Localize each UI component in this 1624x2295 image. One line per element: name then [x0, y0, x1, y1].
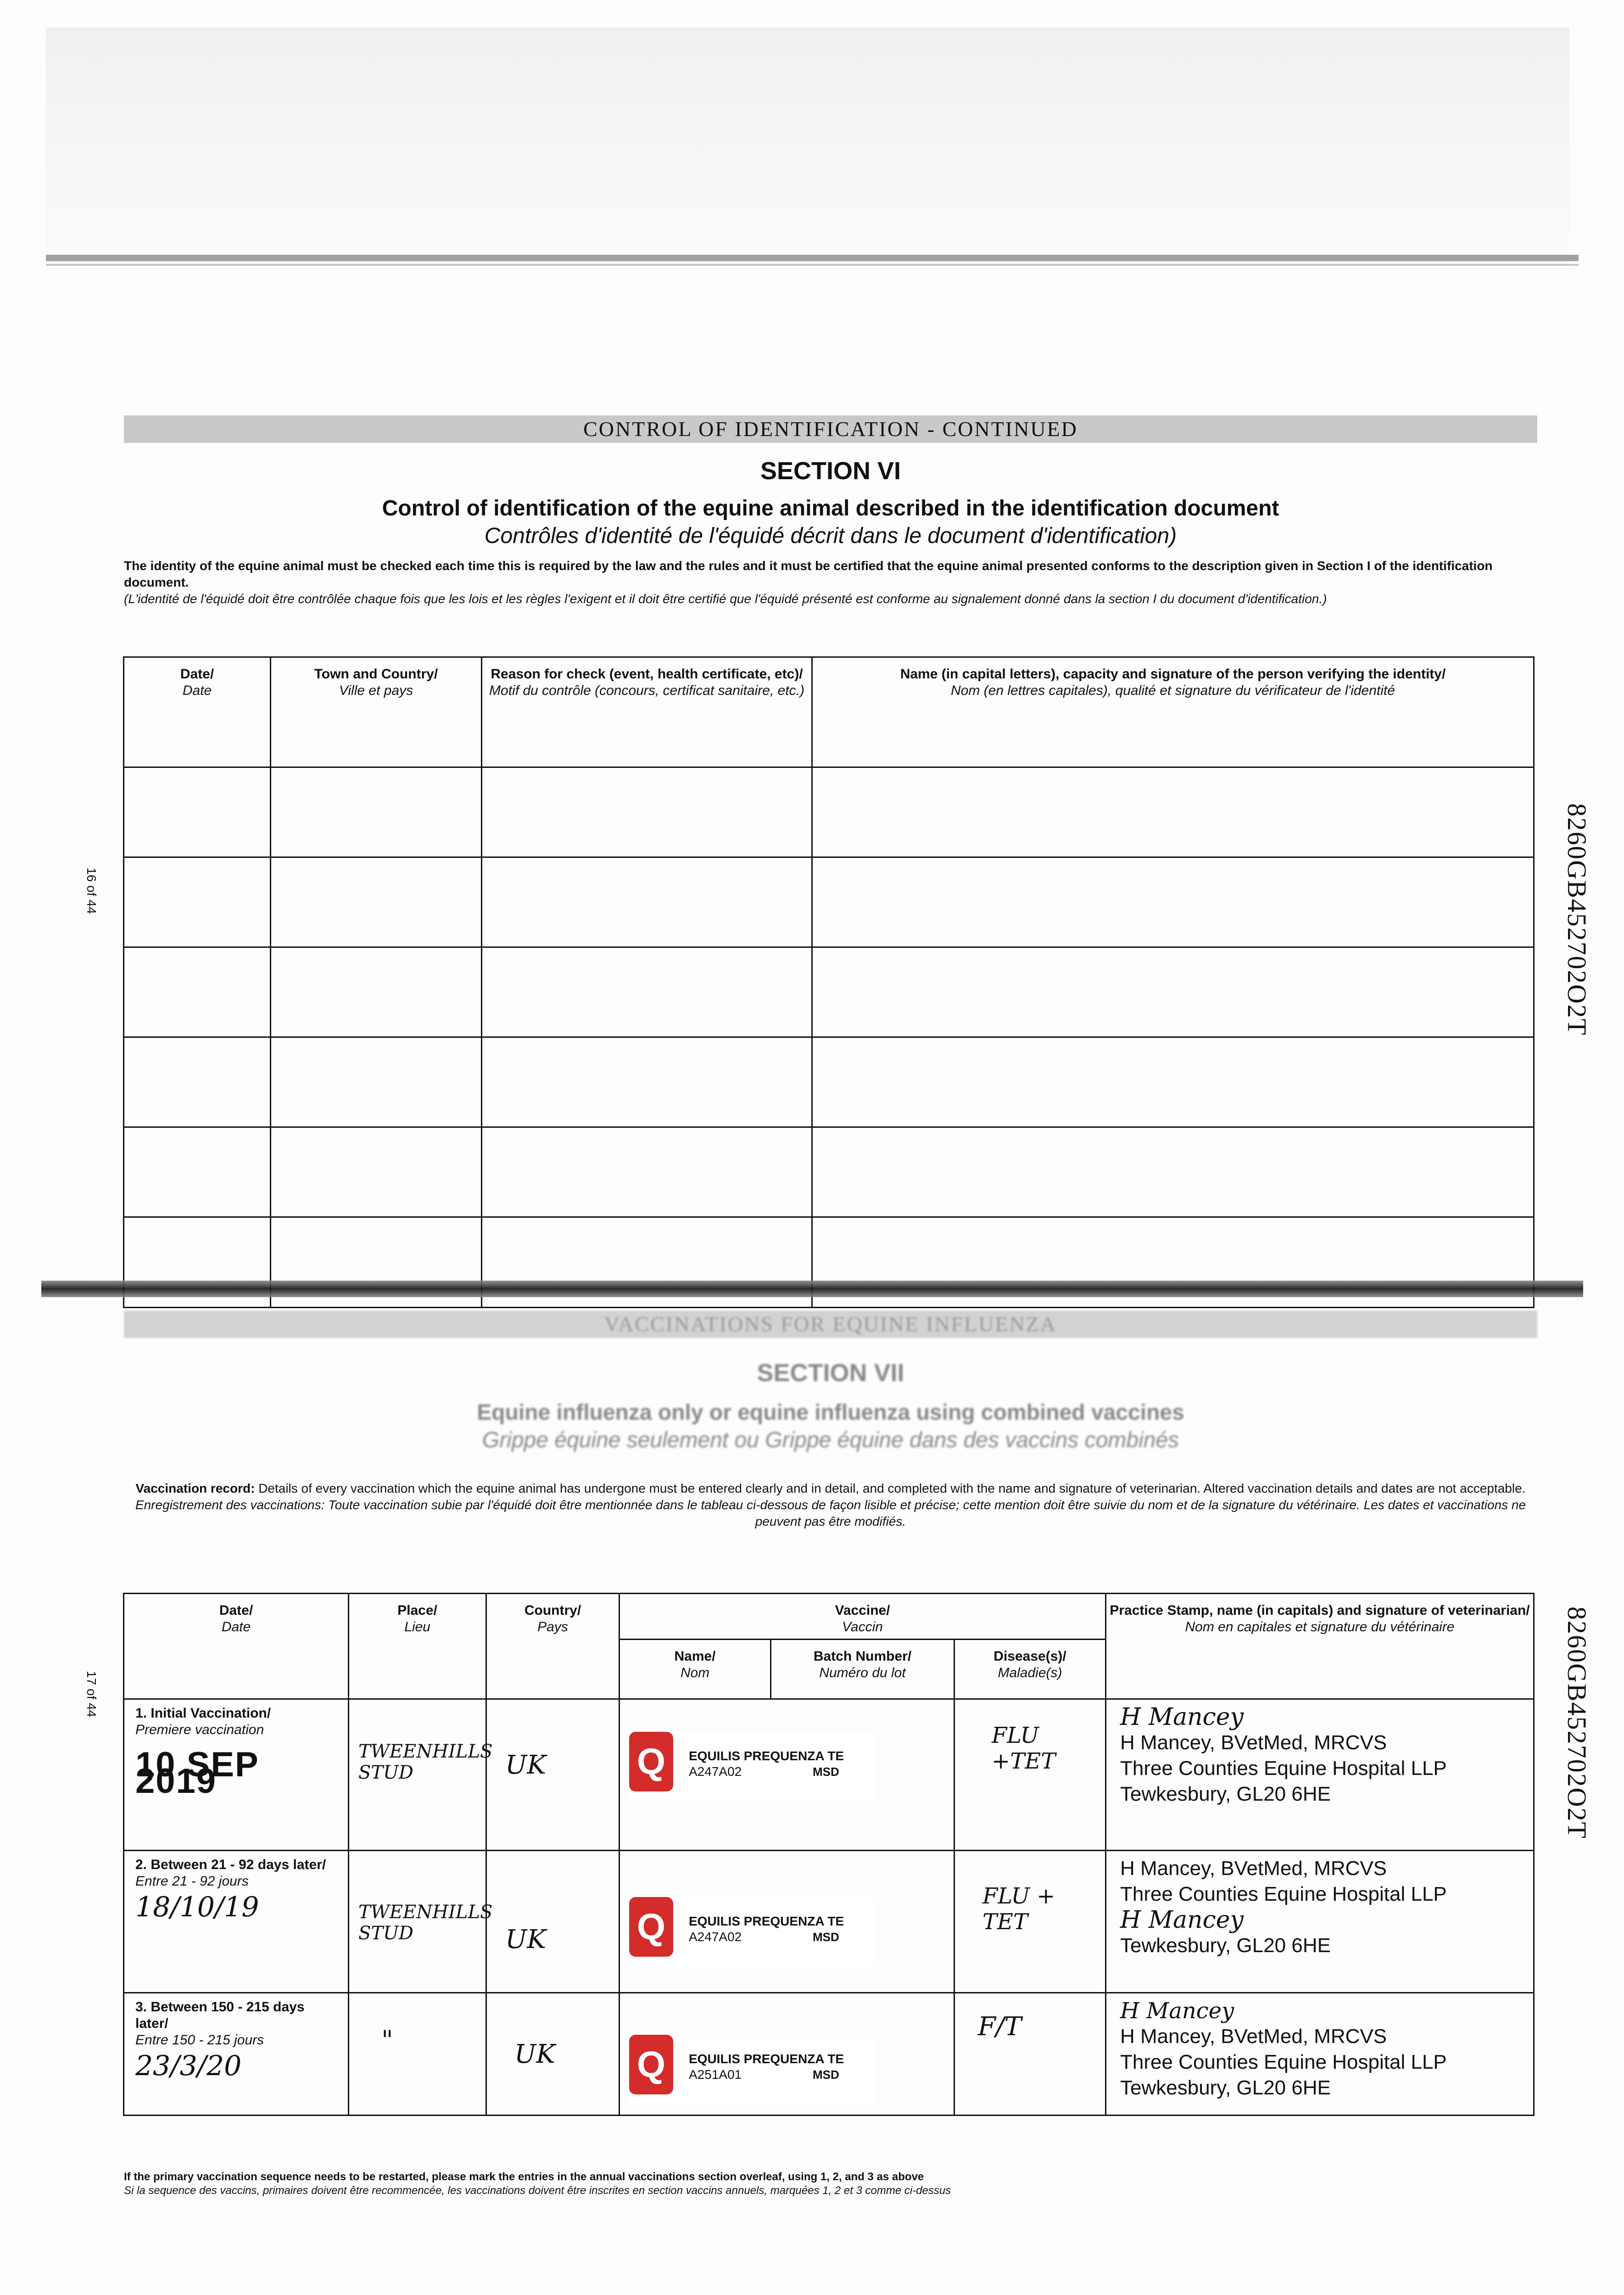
- cell-vaccine-label: [619, 1851, 954, 1993]
- record-fr: Toute vaccination subie par l'équidé doit être mentionnée dans le tableau ci-dessous de façon lisible et précise; cette mention doit être suivie du nom et de la signature du vétérinaire. Les dates et vaccinations ne peuvent pas être modifiés.: [328, 1498, 1526, 1528]
- col-disease: Disease(s)/ Maladie(s): [954, 1640, 1106, 1699]
- cell-place[interactable]: ": [349, 1993, 486, 2116]
- cell-date[interactable]: [124, 767, 271, 857]
- cell-verifier[interactable]: [812, 1127, 1534, 1217]
- side-code-lower: 8260GB452702O2T: [1562, 1606, 1592, 1839]
- table-row: [124, 947, 1534, 1037]
- section7-record: [124, 1480, 1537, 1530]
- vaccine-sticker: Q EQUILIS PREQUENZA TE A247A02 MSD: [629, 1732, 877, 1801]
- table-row: [124, 767, 1534, 857]
- msd-logo: MSD: [813, 2068, 839, 2082]
- page-number-upper: 16 of 44: [84, 868, 99, 914]
- col-date: Date/ Date: [124, 657, 271, 767]
- q-logo-icon: Q: [629, 1897, 673, 1957]
- identity-check-table: [123, 656, 1535, 1308]
- section6-intro-en: The identity of the equine animal must be checked each time this is required by the law and the rules and it must be certified that the equine animal presented conforms to the description given in Section I of the identification document.: [124, 559, 1493, 589]
- section6-banner: CONTROL OF IDENTIFICATION - CONTINUED: [124, 415, 1537, 443]
- msd-logo: MSD: [813, 1930, 839, 1944]
- vaccination-table: [123, 1593, 1535, 2116]
- cell-reason[interactable]: [482, 1127, 812, 1217]
- cell-vet: H Mancey H Mancey, BVetMed, MRCVS Three Counties Equine Hospital LLP Tewkesbury, GL20 6HE: [1106, 1699, 1534, 1851]
- signature: H Mancey: [1120, 1906, 1244, 1934]
- section7-subtitle-en: Equine influenza only or equine influenza using combined vaccines: [477, 1400, 1184, 1425]
- cell-town[interactable]: [271, 1037, 482, 1127]
- section6-subtitle-fr: Contrôles d'identité de l'équidé décrit dans le document d'identification): [484, 524, 1177, 548]
- footnote-en: If the primary vaccination sequence needs to be restarted, please mark the entries in the annual vaccinations section overleaf, using 1, 2, and 3 as above: [124, 2171, 924, 2183]
- cell-disease[interactable]: FLU +TET: [954, 1699, 1106, 1851]
- record-fr-label: Enregistrement des vaccinations:: [135, 1498, 325, 1512]
- cell-reason[interactable]: [482, 1037, 812, 1127]
- cell-disease[interactable]: FLU + TET: [954, 1851, 1106, 1993]
- side-code-upper: 8260GB452702O2T: [1562, 803, 1592, 1036]
- section7-banner: VACCINATIONS FOR EQUINE INFLUENZA: [124, 1310, 1537, 1338]
- row-label: 1. Initial Vaccination/ Premiere vaccination 10 SEP 2019: [124, 1699, 349, 1851]
- vaccination-row: [124, 1993, 1534, 2116]
- fold-shadow-top: [46, 255, 1579, 261]
- col-reason: Reason for check (event, health certificate, etc)/ Motif du contrôle (concours, certificat sanitaire, etc.): [482, 657, 812, 767]
- table-row: [124, 1037, 1534, 1127]
- q-logo-icon: Q: [629, 1732, 673, 1791]
- row-label: 2. Between 21 - 92 days later/ Entre 21 - 92 jours 18/10/19: [124, 1851, 349, 1993]
- cell-disease[interactable]: F/T: [954, 1993, 1106, 2116]
- cell-vet: H Mancey H Mancey, BVetMed, MRCVS Three Counties Equine Hospital LLP Tewkesbury, GL20 6HE: [1106, 1993, 1534, 2116]
- section6-title: SECTION VI: [760, 457, 901, 485]
- cell-country[interactable]: UK: [486, 1993, 619, 2116]
- cell-verifier[interactable]: [812, 947, 1534, 1037]
- cell-town[interactable]: [271, 947, 482, 1037]
- vaccine-sticker: Q EQUILIS PREQUENZA TE A247A02 MSD: [629, 1897, 877, 1966]
- cell-country[interactable]: UK: [486, 1699, 619, 1851]
- record-en: Details of every vaccination which the equine animal has undergone must be entered clearly and in detail, and completed with the name and signature of veterinarian. Altered vaccination details and dates are not acceptable.: [258, 1481, 1526, 1495]
- page-number-lower: 17 of 44: [84, 1671, 99, 1718]
- cell-reason[interactable]: [482, 857, 812, 947]
- signature: H Mancey: [1120, 1703, 1244, 1731]
- vacc-header-row-1: [124, 1594, 1534, 1640]
- section6-subtitle-en: Control of identification of the equine animal described in the identification document: [382, 496, 1279, 521]
- section6-intro-fr: (L'identité de l'équidé doit être contrôlée chaque fois que les lois et les règles l'exigent et il doit être certifié que l'équidé présenté est conforme au signalement donné dans la section I du document d'identification.): [124, 592, 1327, 606]
- cell-place[interactable]: TWEENHILLS STUD: [349, 1699, 486, 1851]
- cell-place[interactable]: TWEENHILLS STUD: [349, 1851, 486, 1993]
- handwritten-date: 18/10/19: [135, 1891, 259, 1923]
- col-stamp: Practice Stamp, name (in capitals) and signature of veterinarian/ Nom en capitales et signature du vétérinaire: [1106, 1594, 1534, 1699]
- col-country: Country/ Pays: [486, 1594, 619, 1699]
- cell-town[interactable]: [271, 767, 482, 857]
- handwritten-date: 23/3/20: [135, 2050, 242, 2082]
- cell-verifier[interactable]: [812, 857, 1534, 947]
- q-logo-icon: Q: [629, 2035, 673, 2094]
- previous-page-blank: [46, 28, 1569, 266]
- cell-verifier[interactable]: [812, 1037, 1534, 1127]
- cell-vet: H Mancey, BVetMed, MRCVS Three Counties Equine Hospital LLP H Mancey Tewkesbury, GL20 6HE: [1106, 1851, 1534, 1993]
- cell-date[interactable]: [124, 857, 271, 947]
- vaccine-sticker: Q EQUILIS PREQUENZA TE A251A01 MSD: [629, 2035, 877, 2104]
- cell-verifier[interactable]: [812, 767, 1534, 857]
- col-vacc-date: Date/ Date: [124, 1594, 349, 1699]
- col-town-country: Town and Country/ Ville et pays: [271, 657, 482, 767]
- row-label: 3. Between 150 - 215 days later/ Entre 150 - 215 jours 23/3/20: [124, 1993, 349, 2116]
- cell-town[interactable]: [271, 1127, 482, 1217]
- col-verifier: Name (in capital letters), capacity and signature of the person verifying the identity/ Nom (en lettres capitales), qualité et signature du vérificateur de l'identité: [812, 657, 1534, 767]
- fold-shadow-top-thin: [46, 264, 1579, 266]
- section7-title: SECTION VII: [757, 1359, 904, 1387]
- section6-intro: [124, 558, 1537, 607]
- vaccination-row: [124, 1699, 1534, 1851]
- footnote-fr: Si la sequence des vaccins, primaires doivent être recommencée, les vaccinations doivent être inscrites en section vaccins annuels, marquées 1, 2 et 3 comme ci-dessus: [124, 2184, 951, 2197]
- footnote: [124, 2170, 1537, 2198]
- fold-shadow-middle: [41, 1281, 1583, 1297]
- col-vaccine: Vaccine/ Vaccin: [619, 1594, 1106, 1640]
- cell-reason[interactable]: [482, 947, 812, 1037]
- section7-subtitle-fr: Grippe équine seulement ou Grippe équine dans des vaccins combinés: [482, 1428, 1179, 1452]
- table-row: [124, 1127, 1534, 1217]
- col-batch: Batch Number/ Numéro du lot: [771, 1640, 954, 1699]
- cell-vaccine-label: [619, 1993, 954, 2116]
- table-header-row: [124, 657, 1534, 767]
- cell-date[interactable]: [124, 1127, 271, 1217]
- cell-date[interactable]: [124, 1037, 271, 1127]
- cell-reason[interactable]: [482, 767, 812, 857]
- cell-country[interactable]: UK: [486, 1851, 619, 1993]
- signature: H Mancey: [1120, 1998, 1234, 2024]
- col-vaccine-name: Name/ Nom: [619, 1640, 771, 1699]
- cell-town[interactable]: [271, 857, 482, 947]
- date-stamp: 10 SEP 2019: [135, 1745, 259, 1801]
- cell-vaccine-label: [619, 1699, 954, 1851]
- col-place: Place/ Lieu: [349, 1594, 486, 1699]
- record-label: Vaccination record:: [135, 1481, 255, 1495]
- table-row: [124, 857, 1534, 947]
- cell-date[interactable]: [124, 947, 271, 1037]
- vaccination-row: [124, 1851, 1534, 1993]
- msd-logo: MSD: [813, 1765, 839, 1779]
